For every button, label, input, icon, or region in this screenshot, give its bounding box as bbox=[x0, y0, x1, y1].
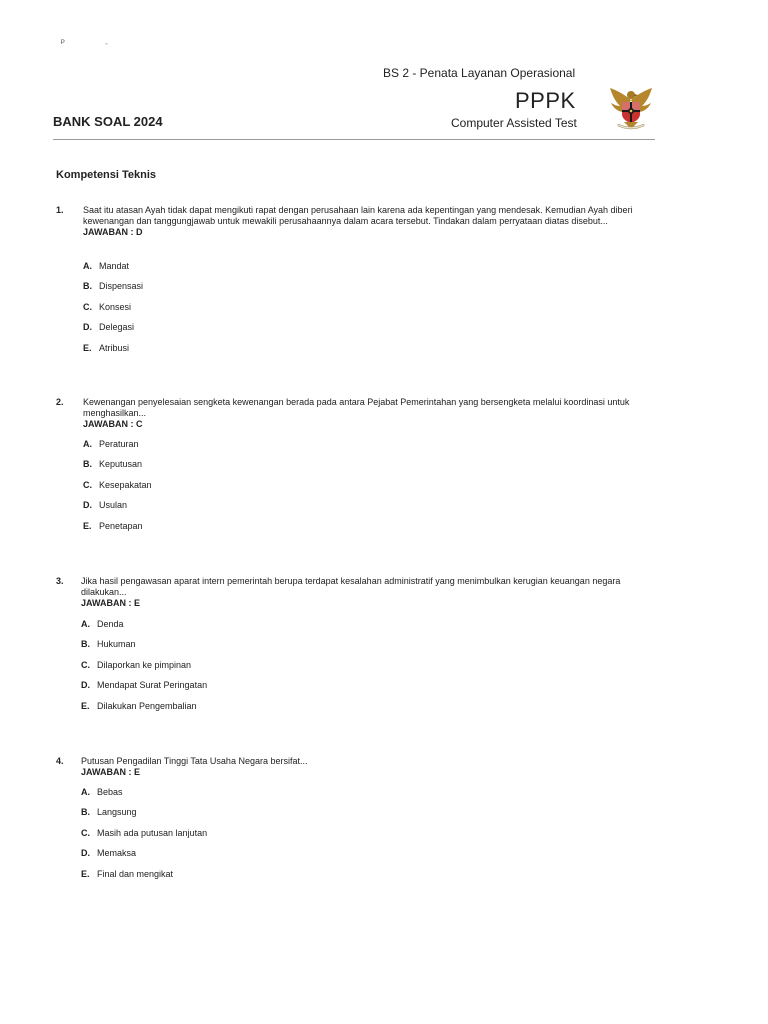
section-title: Kompetensi Teknis bbox=[56, 169, 157, 181]
option-d: D. Usulan bbox=[83, 500, 128, 511]
option-b: B. Langsung bbox=[81, 807, 137, 818]
question-text: Saat itu atasan Ayah tidak dapat mengikuti rapat dengan perusahaan lain karena ada kepentingan yang mendesak. Kemudian Ayah diberi kewenangan dan tanggungjawab untuk mewakili perusahaannya dalam acara tersebut. Tindakan dalam perryataan diatas disebut... bbox=[83, 205, 633, 226]
option-c: C. Masih ada putusan lanjutan bbox=[81, 827, 208, 838]
option-d: D. Delegasi bbox=[83, 322, 135, 333]
pppk-title: PPPK bbox=[515, 88, 576, 113]
scan-mark: ᴾ bbox=[61, 38, 65, 48]
scan-mark: ˆ bbox=[105, 42, 108, 52]
option-d: D. Memaksa bbox=[81, 848, 137, 859]
question-text-block bbox=[83, 205, 648, 238]
option-a: A. Denda bbox=[81, 619, 124, 629]
question-number: 3. bbox=[56, 576, 64, 586]
question-number: 2. bbox=[56, 397, 64, 407]
question-text-block bbox=[81, 576, 646, 609]
question-text-block bbox=[83, 397, 648, 430]
question-text-block bbox=[81, 756, 646, 778]
option-list bbox=[81, 787, 207, 889]
option-d: D. Mendapat Surat Peringatan bbox=[81, 680, 208, 691]
answer-key: JAWABAN : C bbox=[83, 419, 143, 429]
option-e: E. Final dan mengikat bbox=[81, 868, 174, 879]
document-subtitle: BS 2 - Penata Layanan Operasional bbox=[383, 66, 576, 80]
question-text: Putusan Pengadilan Tinggi Tata Usaha Negara bersifat... bbox=[81, 756, 308, 766]
option-c: C. Kesepakatan bbox=[83, 479, 152, 490]
question-number: 1. bbox=[56, 205, 64, 215]
header-divider bbox=[53, 139, 655, 140]
option-b: B. Keputusan bbox=[83, 459, 143, 470]
option-b: B. Dispensasi bbox=[83, 281, 144, 292]
option-b: B. Hukuman bbox=[81, 639, 136, 650]
option-list bbox=[83, 439, 152, 541]
category-label: Computer Assisted Test bbox=[451, 116, 577, 130]
option-e: E. Dilakukan Pengembalian bbox=[81, 700, 197, 711]
question-text: Kewenangan penyelesaian sengketa kewenangan berada pada antara Pejabat Pemerintahan yang bersengketa melalui koordinasi untuk menghasilkan... bbox=[83, 397, 630, 418]
option-c: C. Dilaporkan ke pimpinan bbox=[81, 659, 192, 670]
option-a: A. Bebas bbox=[81, 787, 123, 797]
answer-key: JAWABAN : E bbox=[81, 598, 141, 608]
question-text: Jika hasil pengawasan aparat intern pemerintah berupa terdapat kesalahan administratif yang menimbulkan kerugian keuangan negara dilakukan... bbox=[81, 576, 621, 597]
answer-key: JAWABAN : D bbox=[83, 227, 143, 237]
option-list bbox=[83, 261, 143, 363]
answer-key: JAWABAN : E bbox=[81, 767, 141, 777]
option-e: E. Atribusi bbox=[83, 342, 130, 353]
garuda-emblem-icon bbox=[608, 86, 654, 130]
bank-soal-title: BANK SOAL 2024 bbox=[53, 114, 163, 129]
option-e: E. Penetapan bbox=[83, 520, 143, 531]
option-list bbox=[81, 619, 207, 721]
option-a: A. Peraturan bbox=[83, 439, 139, 449]
option-c: C. Konsesi bbox=[83, 301, 132, 312]
question-number: 4. bbox=[56, 756, 64, 766]
option-a: A. Mandat bbox=[83, 261, 130, 271]
